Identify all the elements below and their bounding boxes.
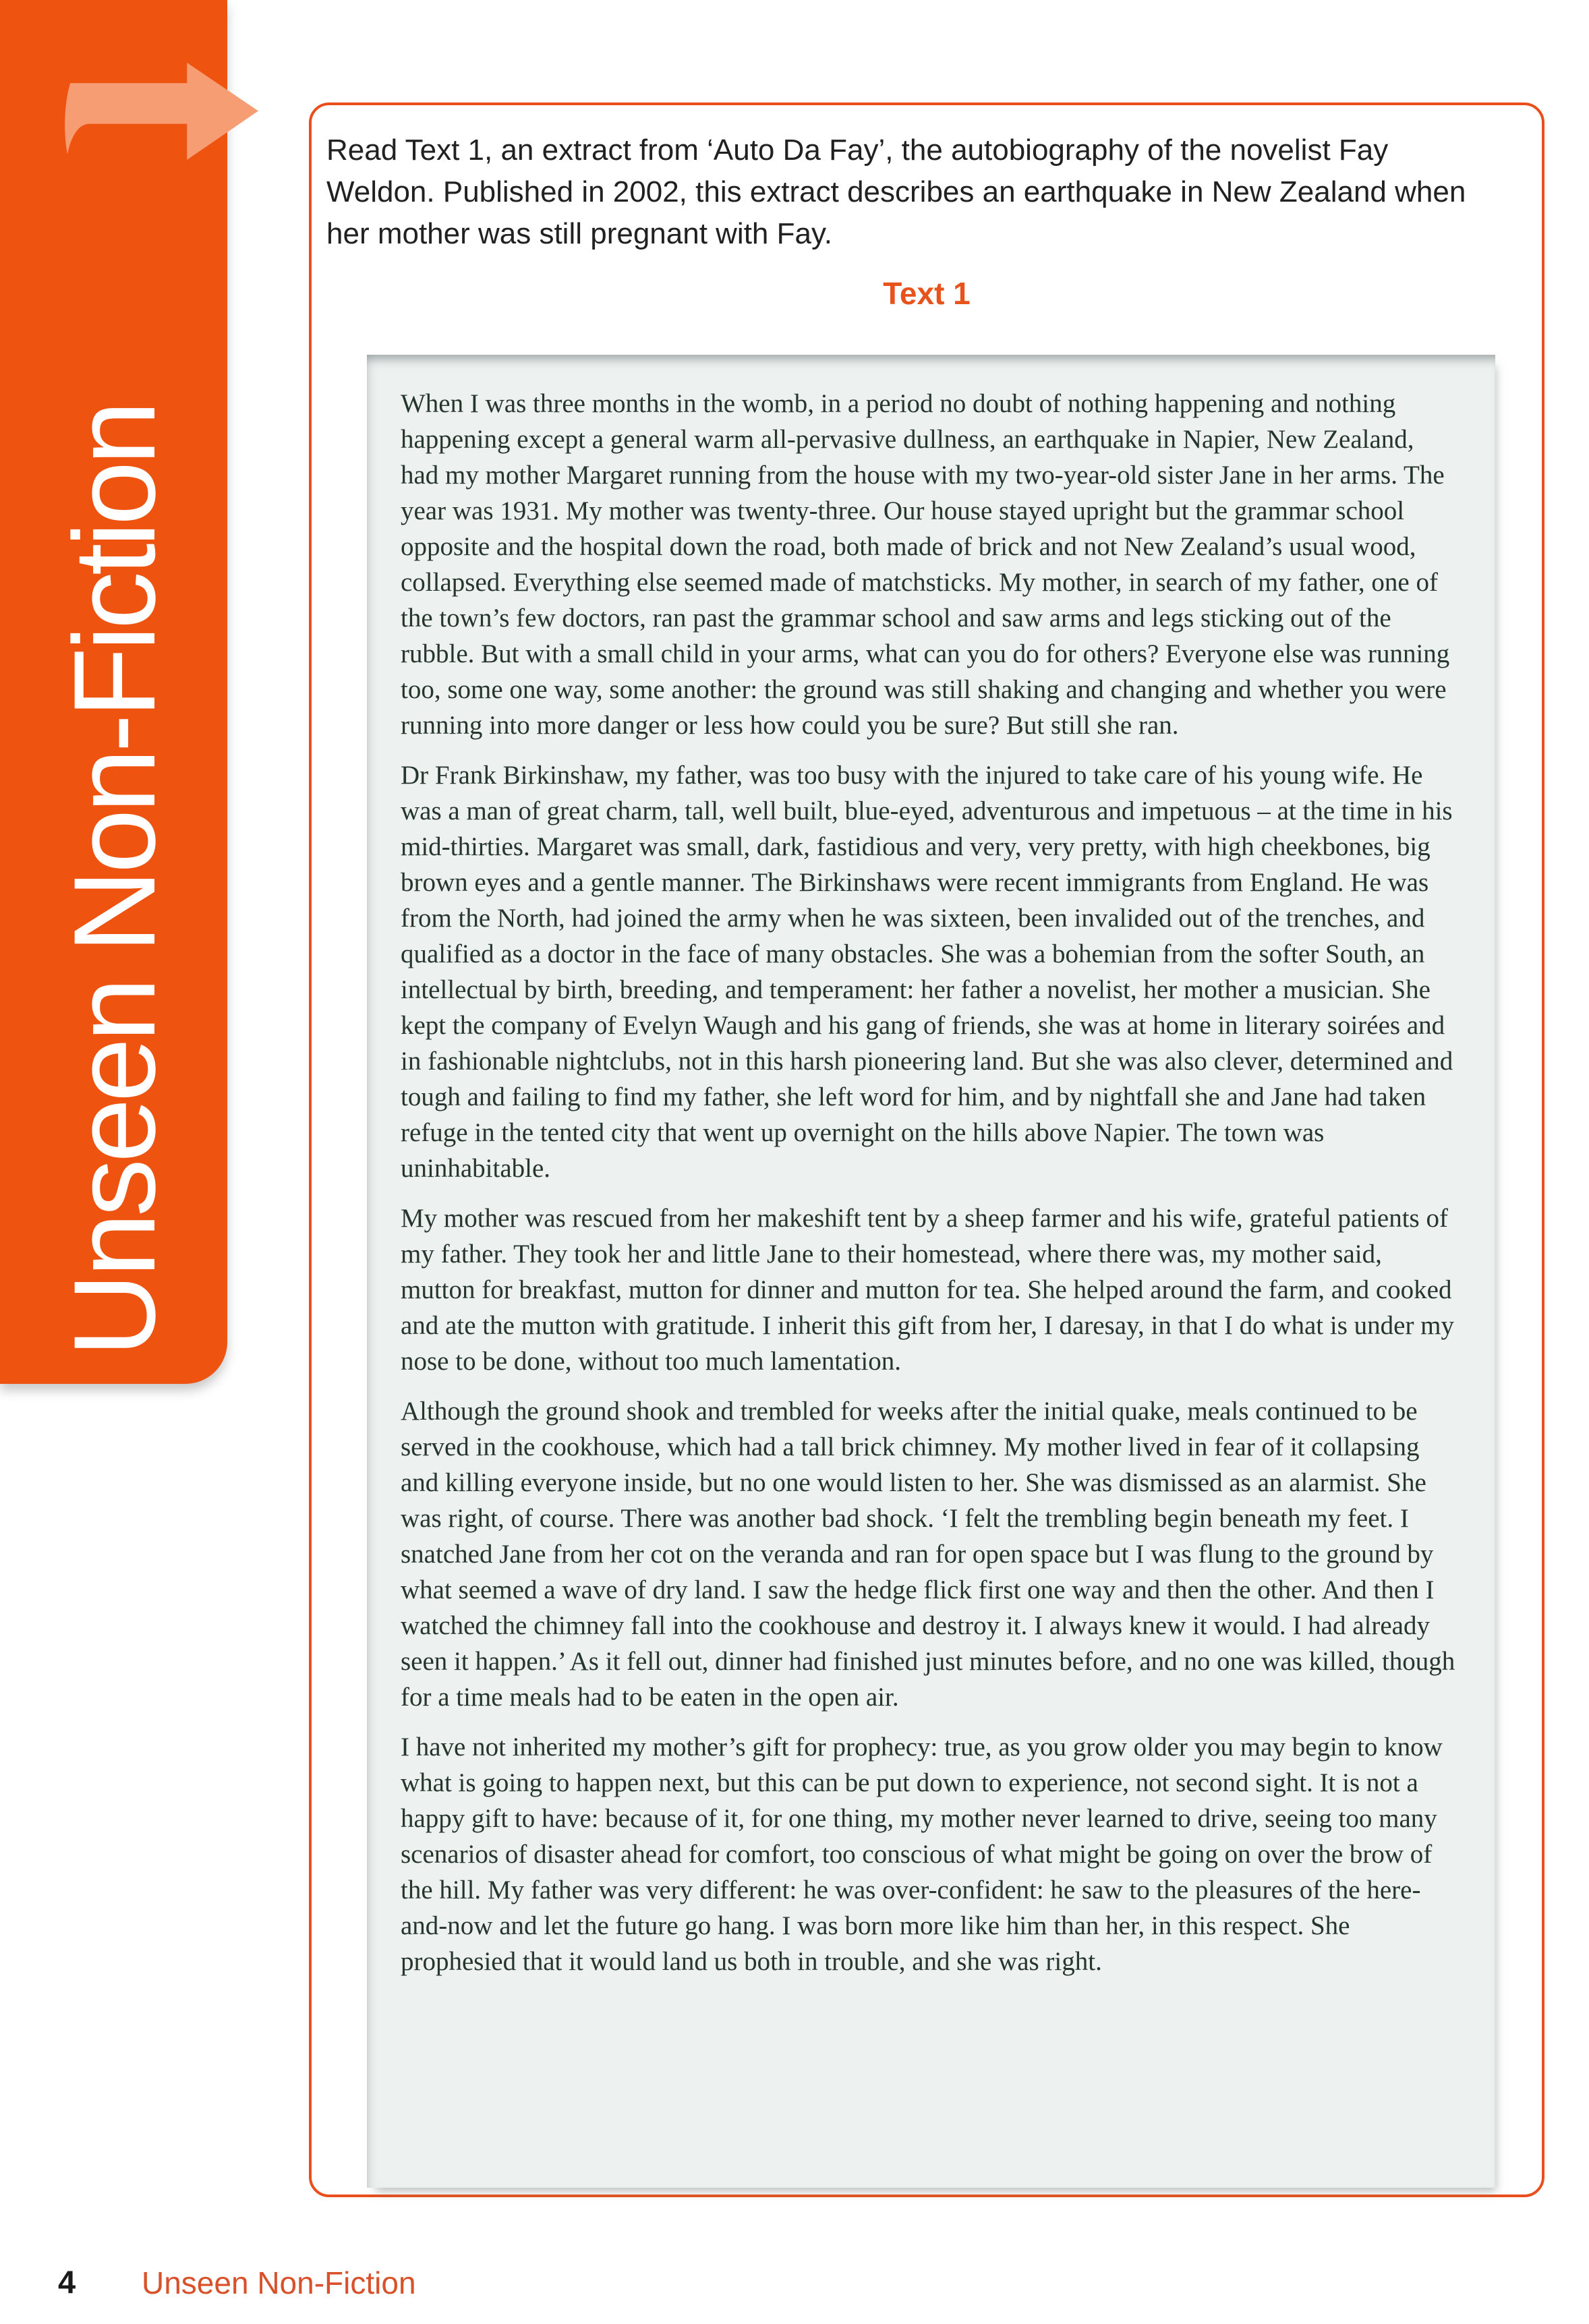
extract-paragraph: My mother was rescued from her makeshift tent by a sheep farmer and his wife, grateful patients of my father. They took her and little Jane to their homestead, where there was, my mother said, mutton for breakfast, mutton for dinner and mutton for tea. She helped around the farm, and cooked and ate the mutton with gratitude. I inherit this gift from her, I daresay, in that I do what is under my nose to be done, without too much lamentation. — [401, 1204, 1455, 1376]
sidebar-chapter-title: Unseen Non-Fiction — [50, 404, 179, 1357]
text1-heading: Text 1 — [883, 276, 971, 311]
extract-paragraph: When I was three months in the womb, in a period no doubt of nothing happening and nothing happening except a general warm all-pervasive dullness, an earthquake in Napier, New Zealand, had my mother Margaret running from the house with my two-year-old sister Jane in her arms. The year was 1931. My mother was twenty-three. Our house stayed upright but the grammar school opposite and the hospital down the road, both made of brick and not New Zealand’s usual wood, collapsed. Everything else seemed made of matchsticks. My mother, in search of my father, one of the town’s few doctors, ran past the grammar school and saw arms and legs sticking out of the rubble. But with a small child in your arms, what can you do for others? Everyone else was running too, some one way, some another: the ground was still shaking and changing and whether you were running into more danger or less how could you be sure? But still she ran. — [401, 389, 1450, 740]
right-arrow-icon — [58, 58, 262, 166]
extract-paragraph: Although the ground shook and trembled for weeks after the initial quake, meals continued to be served in the cookhouse, which had a tall brick chimney. My mother lived in fear of it collapsing and killing everyone inside, but no one would listen to her. She was dismissed as an alarmist. She was right, of course. There was another bad shock. ‘I felt the trembling begin beneath my feet. I snatched Jane from her cot on the veranda and ran for open space but I was flung to the ground by what seemed a wave of dry land. I saw the hedge flick first one way and then the other. And then I watched the chimney fall into the cookhouse and destroy it. I always knew it would. I had already seen it happen.’ As it fell out, dinner had finished just minutes before, and no one was killed, though for a time meals had to be eaten in the open air. — [401, 1397, 1455, 1712]
footer-section-label: Unseen Non-Fiction — [142, 2265, 416, 2300]
extract-paragraph: I have not inherited my mother’s gift for prophecy: true, as you grow older you may begin to know what is going to happen next, but this can be put down to experience, not second sight. It is not a happy gift to have: because of it, for one thing, my mother never learned to drive, seeing too many scenarios of disaster ahead for comfort, too conscious of what might be going on over the brow of the hill. My father was very different: he was over-confident: he saw to the pleasures of the here-and-now and let the future go hang. I was born more like him than her, in this respect. She prophesied that it would land us both in trouble, and she was right. — [401, 1733, 1443, 1976]
extract-panel — [367, 355, 1495, 2188]
extract-paragraph: Dr Frank Birkinshaw, my father, was too busy with the injured to take care of his young wife. He was a man of great charm, tall, well built, blue-eyed, adventurous and impetuous – at the time in his mid-thirties. Margaret was small, dark, fastidious and very, very pretty, with high cheekbones, big brown eyes and a gentle manner. The Birkinshaws were recent immigrants from England. He was from the North, had joined the army when he was sixteen, been invalided out of the trenches, and qualified as a doctor in the face of many obstacles. She was a bohemian from the softer South, an intellectual by birth, breeding, and temperament: her father a novelist, her mother a musician. She kept the company of Evelyn Waugh and his gang of friends, she was at home in literary soirées and in fashionable nightclubs, not in this harsh pioneering land. But she was also clever, determined and tough and failing to find my father, she left word for him, and by nightfall she and Jane had taken refuge in the tented city that went up overnight on the hills above Napier. The town was uninhabitable. — [401, 761, 1453, 1183]
content-box — [309, 103, 1544, 2197]
chapter-sidebar — [0, 0, 227, 1384]
extract-body — [401, 386, 1457, 1979]
footer-page-number: 4 — [58, 2264, 76, 2300]
instruction-text: Read Text 1, an extract from ‘Auto Da Fay’, the autobiography of the novelist Fay Weldon. Published in 2002, this extract describes an earthquake in New Zealand when her mother was still pregnant with Fay. — [326, 134, 1466, 250]
